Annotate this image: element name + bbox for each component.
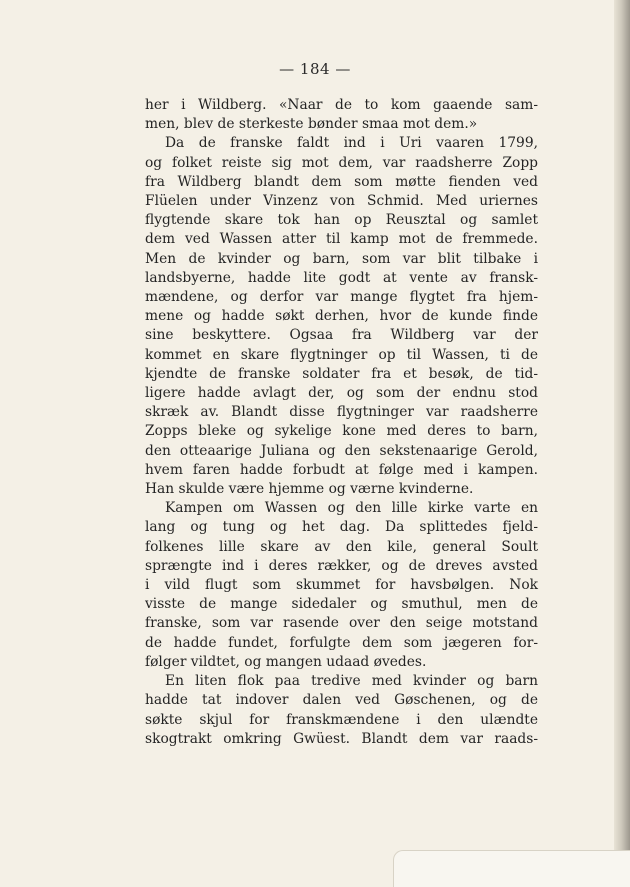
text-line: og folket reiste sig mot dem, var raadsherre Zopp — [145, 154, 538, 171]
text-line: søkte skjul for franskmændene i den ulændte — [145, 711, 538, 728]
text-line: visste de mange sidedaler og smuthul, men de — [145, 596, 538, 613]
text-line: men, blev de sterkeste bønder smaa mot dem.» — [145, 116, 478, 133]
text-line: Han skulde være hjemme og værne kvinderne. — [145, 481, 474, 498]
text-line: skogtrakt omkring Gwüest. Blandt dem var raads- — [145, 730, 538, 747]
text-line: den otteaarige Juliana og den sekstenaarige Gerold, — [145, 442, 538, 459]
text-line: lang og tung og het dag. Da splittedes fjeld- — [145, 519, 538, 536]
text-line: Men de kvinder og barn, som var blit tilbake i — [145, 250, 538, 267]
text-line: Kampen om Wassen og den lille kirke varte en — [165, 500, 538, 517]
text-line: Da de franske faldt ind i Uri vaaren 1799, — [165, 135, 538, 152]
body-text — [145, 96, 538, 749]
text-line: kommet en skare flygtninger op til Wassen, ti de — [145, 346, 538, 363]
text-line: her i Wildberg. «Naar de to kom gaaende sam- — [145, 97, 538, 113]
text-line: Zopps bleke og sykelige kone med deres to barn, — [145, 423, 538, 440]
text-line: flygtende skare tok han op Reusztal og samlet — [145, 212, 538, 229]
text-line: folkenes lille skare av den kile, general Soult — [145, 538, 538, 555]
page-edge-shadow — [614, 0, 630, 887]
text-line: sine beskyttere. Ogsaa fra Wildberg var der — [145, 327, 538, 344]
text-line: ligere hadde avlagt der, og som der endnu stod — [145, 385, 538, 402]
text-line: sprængte ind i deres rækker, og de dreves avsted — [145, 557, 538, 574]
text-line: hvem faren hadde forbudt at følge med i kampen. — [145, 461, 538, 478]
text-line: franske, som var rasende over den seige motstand — [145, 615, 538, 632]
corner-scan-mark — [393, 850, 630, 887]
text-line: landsbyerne, hadde lite godt at vente av fransk- — [145, 269, 538, 286]
text-line: de hadde fundet, forfulgte dem som jægeren for- — [145, 634, 538, 651]
text-line: i vild flugt som skummet for havsbølgen. Nok — [145, 577, 538, 594]
text-line: mene og hadde søkt derhen, hvor de kunde finde — [145, 308, 538, 325]
page-number: — 184 — — [279, 60, 351, 78]
text-line: En liten flok paa tredive med kvinder og barn — [165, 673, 538, 690]
text-line: skræk av. Blandt disse flygtninger var raadsherre — [145, 404, 538, 421]
text-line: kjendte de franske soldater fra et besøk, de tid- — [145, 365, 538, 382]
text-line: mændene, og derfor var mange flygtet fra hjem- — [145, 289, 538, 306]
text-line: hadde tat indover dalen ved Gøschenen, og de — [145, 692, 538, 709]
text-line: fra Wildberg blandt dem som møtte fienden ved — [145, 173, 538, 190]
text-line: Flüelen under Vinzenz von Schmid. Med uriernes — [145, 193, 538, 210]
text-line: dem ved Wassen atter til kamp mot de fremmede. — [145, 231, 538, 248]
text-line: følger vildtet, og mangen udaad øvedes. — [145, 653, 427, 670]
